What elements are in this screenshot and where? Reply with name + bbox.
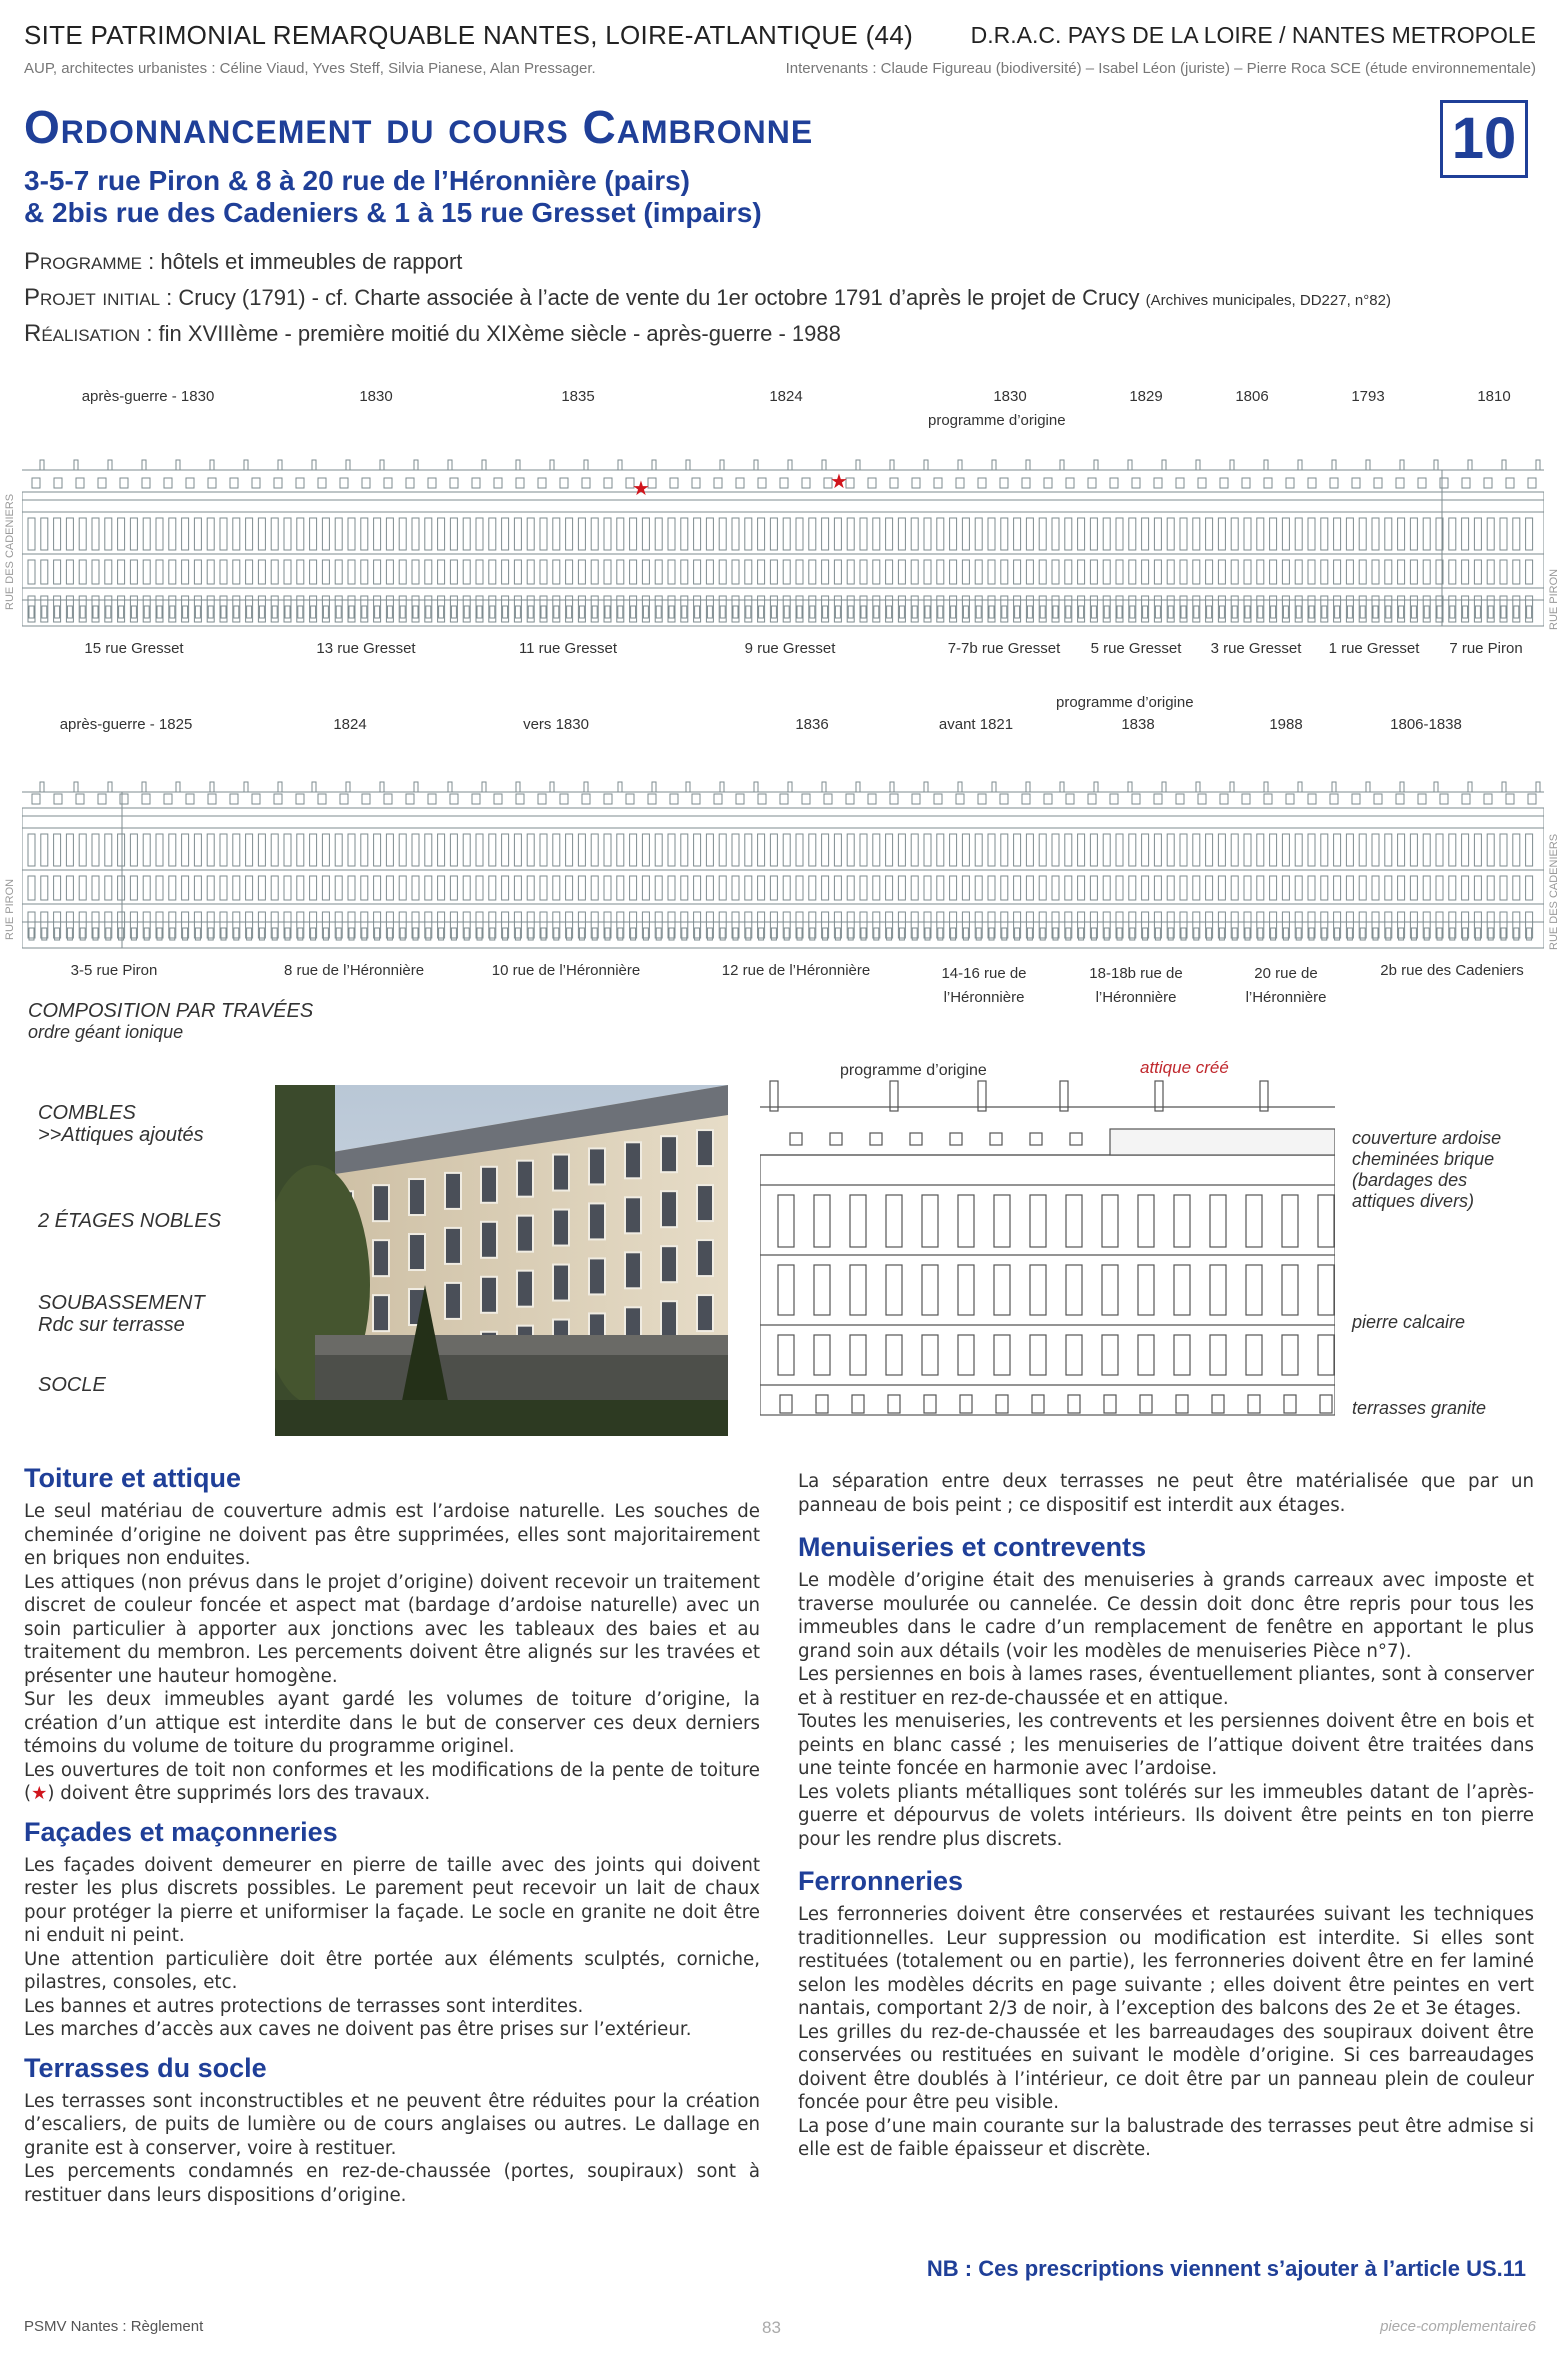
- section-heading-terrasses: Terrasses du socle: [24, 2052, 267, 2083]
- paragraph: Les grilles du rez-de-chaussée et les barreaudages des soupiraux doivent être conservées ou restituées en suivant le modèle d’origine. Si ces barreaudages doivent être doublés à l’intérieur, ce doit être par un panneau plein de couleur foncée pour être peu visible.: [798, 2021, 1534, 2113]
- paragraph-part: Les ouvertures de toit non conformes et les modifications de la pente de toiture (: [24, 1759, 760, 1804]
- level-name: 2 ÉTAGES NOBLES: [38, 1210, 222, 1232]
- elev1-address: 11 rue Gresset: [518, 640, 618, 657]
- elev1-year: 1793: [1351, 388, 1385, 405]
- paragraph: Une attention particulière doit être portée aux éléments sculptés, corniche, pilastres, consoles, etc.: [24, 1948, 760, 1993]
- elev1-address: 5 rue Gresset: [1090, 640, 1182, 657]
- paragraph: La séparation entre deux terrasses ne peut être matérialisée que par un panneau de bois peint ; ce dispositif est interdit aux étages.: [798, 1471, 1534, 1516]
- elev2-address: 14-16 rue de l’Héronnière: [941, 965, 1027, 1006]
- level-label-socle: [38, 1374, 106, 1396]
- level-label-combles: [38, 1102, 204, 1146]
- paragraph: Les marches d’accès aux caves ne doivent pas être prises sur l’extérieur.: [24, 2019, 692, 2040]
- paragraph: Les attiques (non prévus dans le projet d’origine) doivent recevoir un traitement discret de couleur foncée et aspect mat (bardage d’ardoise naturelle) avec un soin particulier à apporter aux jonctions avec les tableaux des baies et au traitement du membron. Les percements doivent être alignés sur les travées et présenter une hauteur homogène.: [24, 1571, 760, 1687]
- header-left-title: SITE PATRIMONIAL REMARQUABLE NANTES, LOIRE-ATLANTIQUE (44): [24, 20, 914, 50]
- material-line: attiques divers): [1352, 1191, 1475, 1211]
- red-star-icon: ★: [632, 476, 650, 500]
- paragraph: Les percements condamnés en rez-de-chaussée (portes, soupiraux) sont à restituer dans leurs dispositions d’origine.: [24, 2161, 760, 2206]
- sheet-number: 10: [1440, 100, 1528, 178]
- paragraph-part: ) doivent être supprimés lors des travaux.: [47, 1783, 431, 1804]
- header-right-credits: Intervenants : Claude Figureau (biodiversité) – Isabel Léon (juriste) – Pierre Roca SCE (étude environnementale): [785, 60, 1536, 77]
- elev1-address: 7-7b rue Gresset: [947, 640, 1061, 657]
- elev1-year: 1806: [1235, 388, 1269, 405]
- meta-programme-key: Programme: [24, 248, 143, 275]
- elev2-address: 12 rue de l’Héronnière: [721, 962, 871, 979]
- section-heading-toiture: Toiture et attique: [24, 1463, 242, 1493]
- meta-realisation-value: : fin XVIIIème - première moitié du XIXème siècle - après-guerre - 1988: [140, 321, 841, 346]
- elev2-address: 2b rue des Cadeniers: [1380, 962, 1524, 979]
- elev2-address: 20 rue de l’Héronnière: [1245, 965, 1327, 1006]
- meta-projet-value: : Crucy (1791) - cf. Charte associée à l’acte de vente du 1er octobre 1791 d’après le projet de Crucy: [160, 285, 1146, 310]
- paragraph: Le seul matériau de couverture admis est l’ardoise naturelle. Les souches de cheminée d’origine ne doivent pas être supprimées, elles sont majoritairement en briques non enduites.: [24, 1501, 760, 1569]
- level-detail: >>Attiques ajoutés: [38, 1124, 204, 1146]
- footer-right: piece-complementaire6: [1380, 2318, 1536, 2335]
- meta-projet: [24, 284, 1391, 312]
- elevation-2-years: [0, 716, 1566, 736]
- composition-title: COMPOSITION PAR TRAVÉES: [28, 1000, 314, 1022]
- level-name: COMBLES: [38, 1102, 136, 1124]
- section-heading-ferronneries: Ferronneries: [798, 1866, 964, 1896]
- material-label-granite: terrasses granite: [1352, 1398, 1487, 1418]
- elev1-address: 9 rue Gresset: [744, 640, 836, 657]
- paragraph: La pose d’une main courante sur la balustrade des terrasses peut être admise si elle est de faible épaisseur et discrète.: [798, 2115, 1534, 2160]
- elev2-year: 1836: [795, 716, 829, 733]
- elevation-1-addresses: [0, 640, 1566, 680]
- level-name: SOCLE: [38, 1374, 106, 1396]
- section-heading-facades: Façades et maçonneries: [24, 1816, 338, 1847]
- red-star-icon: ★: [830, 469, 848, 493]
- elevation-2-addresses: [0, 962, 1566, 1006]
- elev2-year: 1988: [1269, 716, 1303, 733]
- elev1-year: 1829: [1129, 388, 1163, 405]
- meta-programme: [24, 248, 462, 276]
- nb-note: NB : Ces prescriptions viennent s’ajouter à l’article US.11: [926, 2256, 1526, 2281]
- footer-left: PSMV Nantes : Règlement: [24, 2318, 204, 2335]
- paragraph: Le modèle d’origine était des menuiseries à grands carreaux avec imposte et traverse moulurée ou cannelée. Ce dessin doit donc être repris pour tous les immeubles dans le cadre d’un remplacement de fenêtre en apportant le plus grand soin aux détails (voir les modèles de menuiseries Pièce n°7).: [798, 1570, 1534, 1662]
- elev2-left-street: RUE PIRON: [4, 878, 16, 940]
- page-title: Ordonnancement du cours Cambronne: [24, 101, 814, 153]
- meta-projet-source: (Archives municipales, DD227, n°82): [1145, 292, 1391, 309]
- meta-programme-value: : hôtels et immeubles de rapport: [142, 249, 463, 274]
- page-subtitle: [24, 165, 762, 229]
- elev2-year: 1824: [333, 716, 367, 733]
- elev2-address: 3-5 rue Piron: [70, 962, 158, 979]
- right-text-column: [798, 1470, 1534, 2162]
- meta-projet-key: Projet initial: [24, 284, 161, 311]
- section-heading-menuiseries: Menuiseries et contrevents: [798, 1532, 1147, 1562]
- elev2-year: 1806-1838: [1390, 716, 1462, 733]
- elev2-year: après-guerre - 1825: [59, 716, 193, 733]
- elev2-right-street: RUE DES CADENIERS: [1548, 833, 1560, 950]
- elev1-right-street: RUE PIRON: [1548, 568, 1560, 630]
- paragraph: Les ferronneries doivent être conservées et restaurées suivant les techniques traditionnelles. Leur suppression ou modification est interdite. Si elles sont restituées (totalement ou en partie), les ferronneries doivent être en fer laminé selon les modèles décrits en page suivante ; elles doivent être peintes en vert nantais, comportant 2/3 de noir, à l’exception des balcons des 2e et 3e étages.: [798, 1904, 1534, 2019]
- subtitle-line-2: & 2bis rue des Cadeniers & 1 à 15 rue Gresset (impairs): [24, 197, 762, 228]
- sketch-programme-label: programme d’origine: [840, 1062, 987, 1079]
- elevation-1-years: [0, 388, 1566, 408]
- elev2-year: avant 1821: [938, 716, 1014, 733]
- meta-realisation-key: Réalisation: [24, 320, 141, 347]
- elev1-year: 1824: [769, 388, 803, 405]
- elev1-year: après-guerre - 1830: [81, 388, 215, 405]
- elev1-year: 1830: [993, 388, 1027, 405]
- paragraph: [24, 1759, 760, 1806]
- level-label-etages: [38, 1210, 221, 1232]
- level-label-soubassement: [38, 1292, 205, 1336]
- elev1-year: 1810: [1477, 388, 1511, 405]
- elev1-address: 7 rue Piron: [1449, 640, 1523, 657]
- page-number: 83: [762, 2318, 781, 2337]
- facade-sketch: [760, 1055, 1335, 1445]
- sketch-attique-label: attique créé: [1140, 1058, 1229, 1077]
- elev2-year: 1838: [1121, 716, 1155, 733]
- material-line: cheminées brique: [1352, 1149, 1495, 1169]
- level-name: SOUBASSEMENT: [38, 1292, 205, 1314]
- header-left-credits: AUP, architectes urbanistes : Céline Viaud, Yves Steff, Silvia Pianese, Alan Pressager.: [24, 60, 596, 77]
- material-label-stone: pierre calcaire: [1352, 1312, 1466, 1332]
- facade-photo: [275, 1085, 728, 1436]
- paragraph: Les terrasses sont inconstructibles et ne peuvent être réduites pour la création d’escaliers, de puits de lumière ou de cours anglaises ou autres. Le dallage en granite est à conserver, voire à restituer.: [24, 2090, 760, 2159]
- left-text-column: [24, 1452, 760, 2207]
- paragraph: Sur les deux immeubles ayant gardé les volumes de toiture d’origine, la création d’un attique est interdite dans le but de conserver ces deux derniers témoins du volume de toiture du programme originel.: [24, 1689, 760, 1757]
- paragraph: Toutes les menuiseries, les contrevents et les persiennes doivent être en bois et peints en blanc cassé ; les menuiseries de l’attique doivent être traitées dans une teinte foncée en harmonie avec l’ardoise.: [798, 1711, 1534, 1779]
- elev1-left-street: RUE DES CADENIERS: [4, 493, 16, 610]
- material-line: (bardages des: [1352, 1170, 1468, 1190]
- elev1-address: 15 rue Gresset: [84, 640, 184, 657]
- material-label-roof: [1352, 1128, 1501, 1212]
- composition-subtitle: ordre géant ionique: [28, 1022, 184, 1042]
- red-star-icon: ★: [31, 1783, 48, 1804]
- elev1-year: 1830: [359, 388, 393, 405]
- paragraph: Les façades doivent demeurer en pierre de taille avec des joints qui doivent rester les plus discrets possibles. Le parement peut recevoir un lait de chaux pour protéger la pierre et uniformiser la façade. Le socle en granite ne doit être ni enduit ni peint.: [24, 1854, 760, 1946]
- elev2-address: 8 rue de l’Héronnière: [283, 962, 425, 979]
- elevation-2-drawing: [22, 742, 1544, 952]
- elev2-address: 10 rue de l’Héronnière: [491, 962, 641, 979]
- elevation-1-drawing: [22, 430, 1544, 630]
- elev1-address: 3 rue Gresset: [1210, 640, 1302, 657]
- elev2-year: vers 1830: [523, 716, 589, 733]
- material-line: couverture ardoise: [1352, 1128, 1502, 1148]
- paragraph: Les bannes et autres protections de terrasses sont interdites.: [24, 1995, 584, 2017]
- elev1-year: 1835: [561, 388, 595, 405]
- paragraph: Les persiennes en bois à lames rases, éventuellement pliantes, sont à conserver et à restituer en rez-de-chaussée et en attique.: [798, 1664, 1534, 1709]
- header-right-title: D.R.A.C. PAYS DE LA LOIRE / NANTES METROPOLE: [970, 22, 1536, 48]
- elev1-address: 13 rue Gresset: [316, 640, 416, 657]
- elev2-programme-label: programme d’origine: [1056, 694, 1194, 711]
- paragraph: Les volets pliants métalliques sont tolérés sur les immeubles datant de l’après-guerre et dépourvus de volets intérieurs. Ils doivent être peints en ton pierre pour les rendre plus discrets.: [798, 1781, 1534, 1850]
- level-detail: Rdc sur terrasse: [38, 1314, 185, 1336]
- subtitle-line-1: 3-5-7 rue Piron & 8 à 20 rue de l’Héronnière (pairs): [24, 165, 690, 196]
- meta-realisation: [24, 320, 841, 348]
- elev1-address: 1 rue Gresset: [1328, 640, 1420, 657]
- elev2-address: 18-18b rue de l’Héronnière: [1089, 965, 1183, 1006]
- elev1-programme-label: programme d’origine: [928, 412, 1066, 429]
